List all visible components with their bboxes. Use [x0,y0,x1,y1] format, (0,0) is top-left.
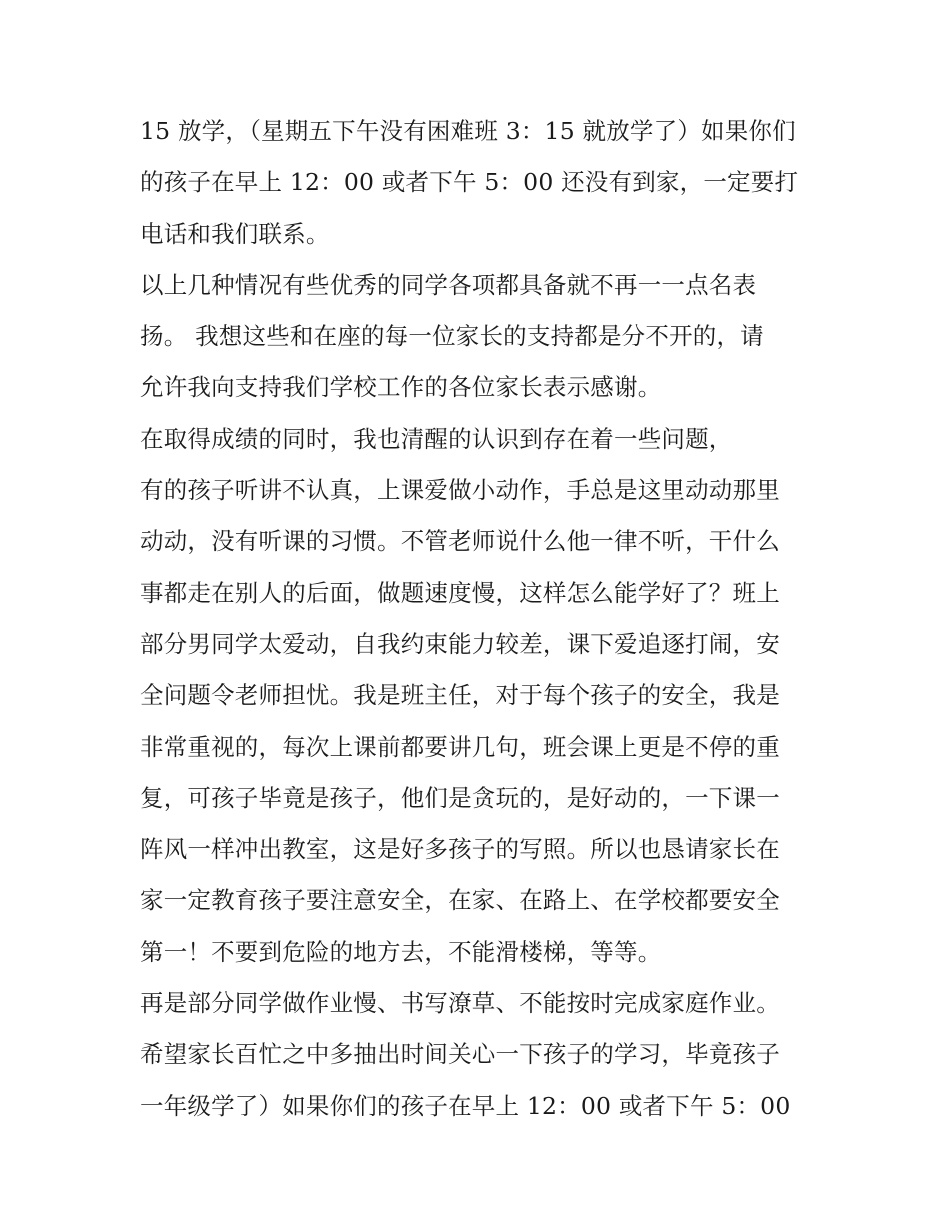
text-line: 有的孩子听讲不认真，上课爱做小动作，手总是这里动动那里 [140,476,780,505]
text-line: 复，可孩子毕竟是孩子，他们是贪玩的，是好动的，一下课一 [140,783,780,812]
text-line: 阵风一样冲出教室，这是好多孩子的写照。所以也恳请家长在 [140,835,780,864]
text-line: 的孩子在早上 12：00 或者下午 5：00 还没有到家，一定要打 [140,168,799,197]
document-body [140,106,830,1132]
text-line: 事都走在别人的后面，做题速度慢，这样怎么能学好了？班上 [140,578,780,607]
text-line: 家一定教育孩子要注意安全，在家、在路上、在学校都要安全 [140,886,780,915]
text-line: 一年级学了）如果你们的孩子在早上 12：00 或者下午 5：00 [140,1091,791,1120]
text-line: 在取得成绩的同时，我也清醒的认识到存在着一些问题， [140,424,733,453]
text-line: 希望家长百忙之中多抽出时间关心一下孩子的学习，毕竟孩子 [140,1040,780,1069]
text-line: 15 放学，（星期五下午没有困难班 3：15 就放学了）如果你们 [140,117,796,145]
text-line: 以上几种情况有些优秀的同学各项都具备就不再一一点名表 [140,270,757,299]
text-line: 部分男同学太爱动，自我约束能力较差，课下爱追逐打闹，安 [140,629,780,658]
text-line: 动动，没有听课的习惯。不管老师说什么他一律不听，干什么 [140,527,780,556]
text-line: 扬。 我想这些和在座的每一位家长的支持都是分不开的，请 [140,322,764,351]
text-line: 第一！不要到危险的地方去，不能滑楼梯，等等。 [140,937,662,966]
text-line: 再是部分同学做作业慢、书写潦草、不能按时完成家庭作业。 [140,989,780,1018]
text-line: 非常重视的，每次上课前都要讲几句，班会课上更是不停的重 [140,732,780,761]
text-line: 允许我向支持我们学校工作的各位家长表示感谢。 [140,373,662,402]
text-line: 全问题令老师担忧。我是班主任，对于每个孩子的安全，我是 [140,681,780,710]
text-line: 电话和我们联系。 [140,219,330,248]
